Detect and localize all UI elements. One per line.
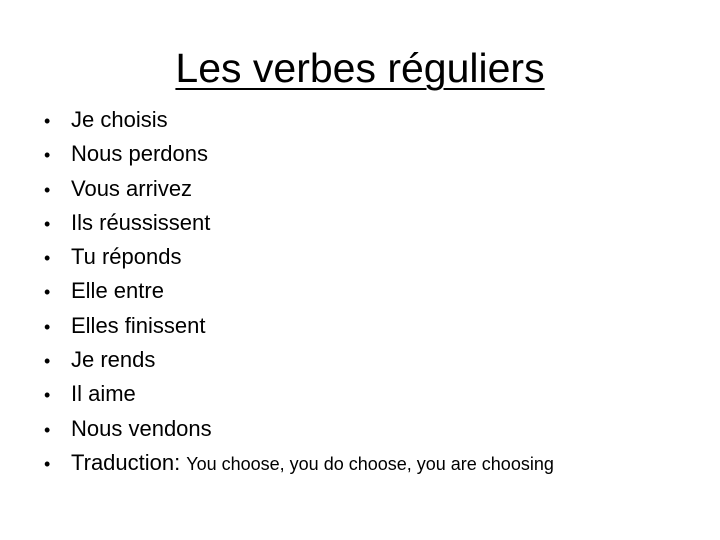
list-item-text: Elles finissent [71, 312, 206, 338]
bullet-icon: • [44, 145, 51, 166]
slide-title: Les verbes réguliers [175, 45, 545, 91]
list-item-text: Ils réussissent [71, 209, 211, 235]
list-item-text: Vous arrivez [71, 175, 193, 201]
list-item [44, 309, 554, 343]
list-item [44, 103, 554, 137]
list-item [44, 343, 554, 377]
list-item-text: Nous vendons [71, 415, 212, 441]
bullet-icon: • [44, 351, 51, 372]
list-item [44, 137, 554, 171]
bullet-icon: • [44, 453, 51, 474]
bullet-icon: • [44, 111, 51, 131]
list-item-text: Elle entre [71, 278, 164, 304]
list-item [44, 412, 554, 446]
list-item [44, 274, 554, 308]
bullet-icon: • [44, 316, 51, 337]
list-item [44, 240, 554, 274]
list-item-text: Tu réponds [71, 244, 182, 270]
bullet-icon: • [44, 385, 51, 406]
list-item [44, 172, 554, 206]
bullet-icon: • [44, 179, 51, 200]
list-item-text: Je choisis [71, 107, 168, 132]
translation-label: Traduction: [71, 449, 181, 475]
translation-text: You choose, you do choose, you are choosing [186, 453, 554, 474]
list-item-text: Je rends [71, 347, 156, 373]
list-item-text: Il aime [71, 381, 136, 407]
bullet-icon: • [44, 419, 51, 440]
list-item-text: Nous perdons [71, 141, 208, 167]
list-item [44, 377, 554, 411]
bullet-icon: • [44, 248, 51, 269]
bullet-icon: • [44, 282, 51, 303]
list-item [44, 206, 554, 240]
bullet-icon: • [44, 213, 51, 234]
list-item-translation [44, 446, 554, 480]
bullet-list [44, 103, 554, 480]
